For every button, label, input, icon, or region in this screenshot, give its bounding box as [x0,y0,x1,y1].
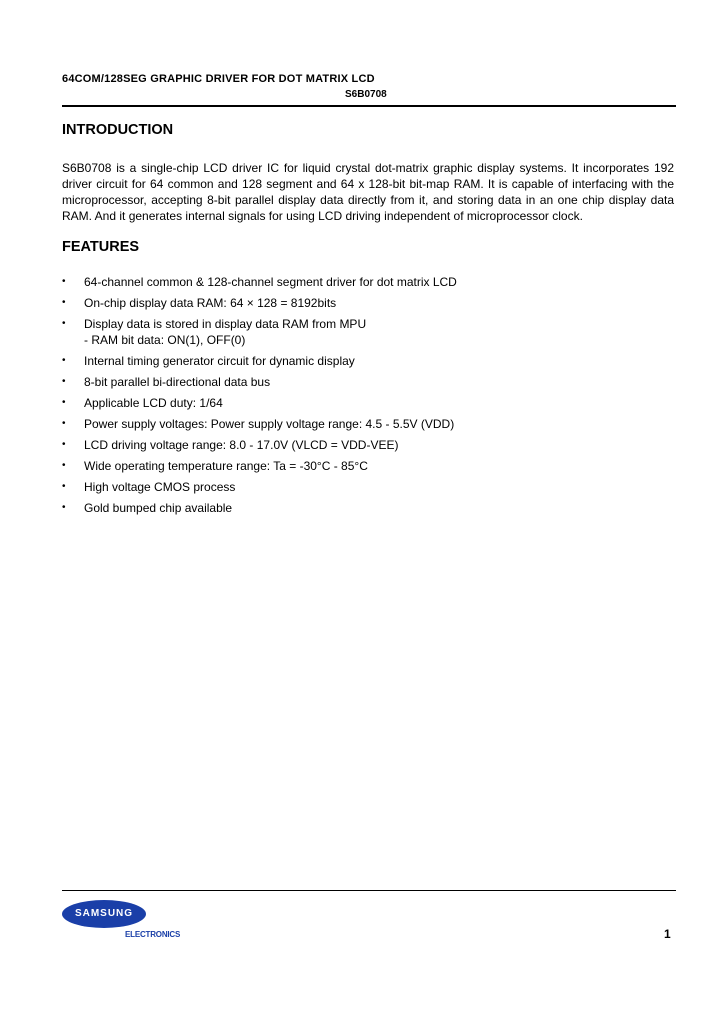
samsung-logo [62,900,148,932]
features-list [62,274,674,521]
feature-text: 8-bit parallel bi-directional data bus [84,375,271,389]
feature-text: Gold bumped chip available [84,501,233,515]
feature-item [62,316,674,348]
header-divider [62,105,676,107]
introduction-paragraph: S6B0708 is a single-chip LCD driver IC for liquid crystal dot-matrix graphic display systems. It incorporates 192 driver circuit for 64 common and 128 segment and 64 x 128-bit bit-map RAM. It is capable of interfacing with the microprocessor, accepting 8-bit parallel display data directly from it, and storing data in an one chip display data RAM. And it generates internal signals for using LCD driving independent of microprocessor clock. [62,161,674,223]
bullet-icon: • [62,318,66,329]
bullet-icon: • [62,481,66,492]
feature-text: Power supply voltages: Power supply voltage range: 4.5 - 5.5V (VDD) [84,417,455,431]
feature-text: On-chip display data RAM: 64 × 128 = 8192bits [84,296,337,310]
bullet-icon: • [62,297,66,308]
feature-item [62,353,674,369]
logo-subtext: ELECTRONICS [125,930,181,939]
logo-wordmark: SAMSUNG [74,908,134,919]
feature-text: Applicable LCD duty: 1/64 [84,396,223,410]
feature-item [62,479,674,495]
feature-text: High voltage CMOS process [84,480,236,494]
page-number: 1 [664,927,671,941]
feature-item [62,437,674,453]
feature-item [62,374,674,390]
bullet-icon: • [62,376,66,387]
bullet-icon: • [62,460,66,471]
features-heading: FEATURES [62,239,140,255]
feature-text: 64-channel common & 128-channel segment driver for dot matrix LCD [84,275,457,289]
feature-text: Internal timing generator circuit for dynamic display [84,354,355,368]
bullet-icon: • [62,439,66,450]
feature-text: Display data is stored in display data RAM from MPU [84,317,367,331]
feature-item [62,458,674,474]
feature-sub-text: - RAM bit data: ON(1), OFF(0) [84,333,246,347]
part-number: S6B0708 [345,89,387,100]
bullet-icon: • [62,502,66,513]
footer-divider [62,890,676,891]
document-header-title: 64COM/128SEG GRAPHIC DRIVER FOR DOT MATRIX LCD [62,73,375,85]
bullet-icon: • [62,355,66,366]
feature-item [62,395,674,411]
feature-item [62,274,674,290]
feature-item [62,416,674,432]
bullet-icon: • [62,397,66,408]
feature-text: LCD driving voltage range: 8.0 - 17.0V (VLCD = VDD-VEE) [84,438,399,452]
feature-text: Wide operating temperature range: Ta = -30°C - 85°C [84,459,368,473]
bullet-icon: • [62,276,66,287]
bullet-icon: • [62,418,66,429]
feature-item [62,295,674,311]
introduction-heading: INTRODUCTION [62,122,174,138]
feature-item [62,500,674,516]
